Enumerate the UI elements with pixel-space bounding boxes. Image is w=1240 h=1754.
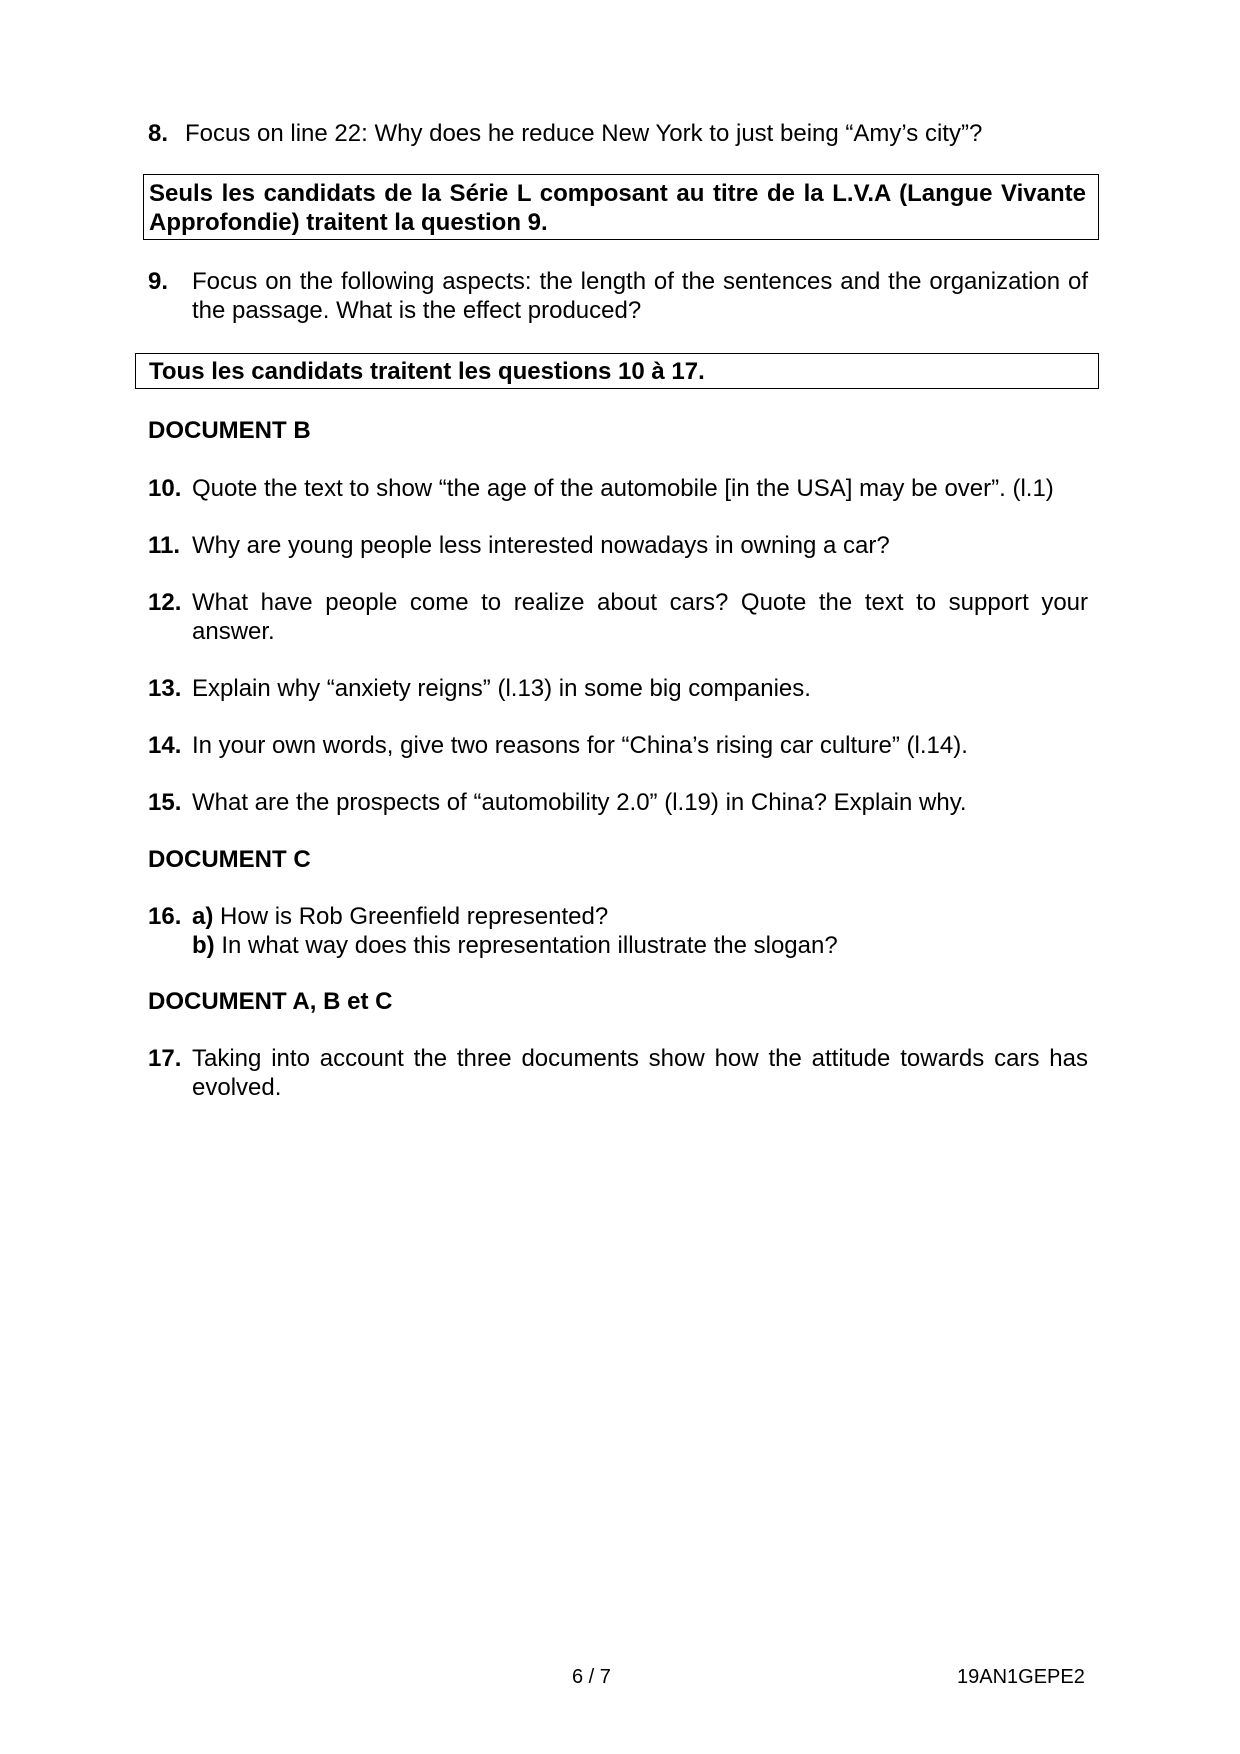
all-candidates-notice-box: Tous les candidats traitent les questions 10 à 17. [135,353,1099,389]
question-12 [148,588,1088,646]
serie-l-notice-box: Seuls les candidats de la Série L composant au titre de la L.V.A (Langue Vivante Approfondie) traitent la question 9. [143,174,1099,240]
question-text: What are the prospects of “automobility 2.0” (l.19) in China? Explain why. [192,789,967,816]
question-17 [148,1044,1088,1102]
question-number: 8. [148,120,169,147]
sub-question-b-label: b) [192,932,215,959]
question-text [192,902,1088,960]
question-number: 13. [148,675,182,702]
question-16 [148,902,1088,960]
question-text: In your own words, give two reasons for “China’s rising car culture” (l.14). [192,732,968,759]
question-8 [148,119,1088,148]
question-10 [148,474,1088,503]
question-number: 9. [148,268,169,295]
question-text: Focus on line 22: Why does he reduce New York to just being “Amy’s city”? [185,120,983,147]
question-text: Explain why “anxiety reigns” (l.13) in some big companies. [192,675,811,702]
question-number: 16. [148,903,182,930]
question-11 [148,531,1088,560]
sub-question-b [192,931,1088,960]
heading-document-c: DOCUMENT C [148,846,311,873]
sub-question-a-text: How is Rob Greenfield represented? [213,903,609,930]
heading-document-abc: DOCUMENT A, B et C [148,988,393,1015]
sub-question-b-text: In what way does this representation illustrate the slogan? [214,932,838,959]
question-number: 12. [148,589,182,616]
question-13 [148,674,1088,703]
question-number: 15. [148,789,182,816]
document-code: 19AN1GEPE2 [957,1666,1085,1688]
heading-document-b: DOCUMENT B [148,417,311,444]
question-text: Quote the text to show “the age of the automobile [in the USA] may be over”. (l.1) [192,475,1054,502]
question-text: What have people come to realize about cars? Quote the text to support your answer. [192,589,1088,645]
question-number: 14. [148,732,182,759]
question-15 [148,788,1088,817]
question-14 [148,731,1088,760]
sub-question-a-label: a) [192,903,214,930]
question-number: 17. [148,1045,182,1072]
question-text: Why are young people less interested nowadays in owning a car? [192,532,890,559]
question-number: 11. [148,532,181,559]
question-number: 10. [148,475,182,502]
question-9 [148,267,1088,325]
sub-question-a [192,902,1088,931]
question-text: Taking into account the three documents show how the attitude towards cars has evolved. [192,1045,1088,1101]
page-number: 6 / 7 [572,1666,611,1688]
question-text: Focus on the following aspects: the length of the sentences and the organization of the passage. What is the effect produced? [192,268,1088,324]
